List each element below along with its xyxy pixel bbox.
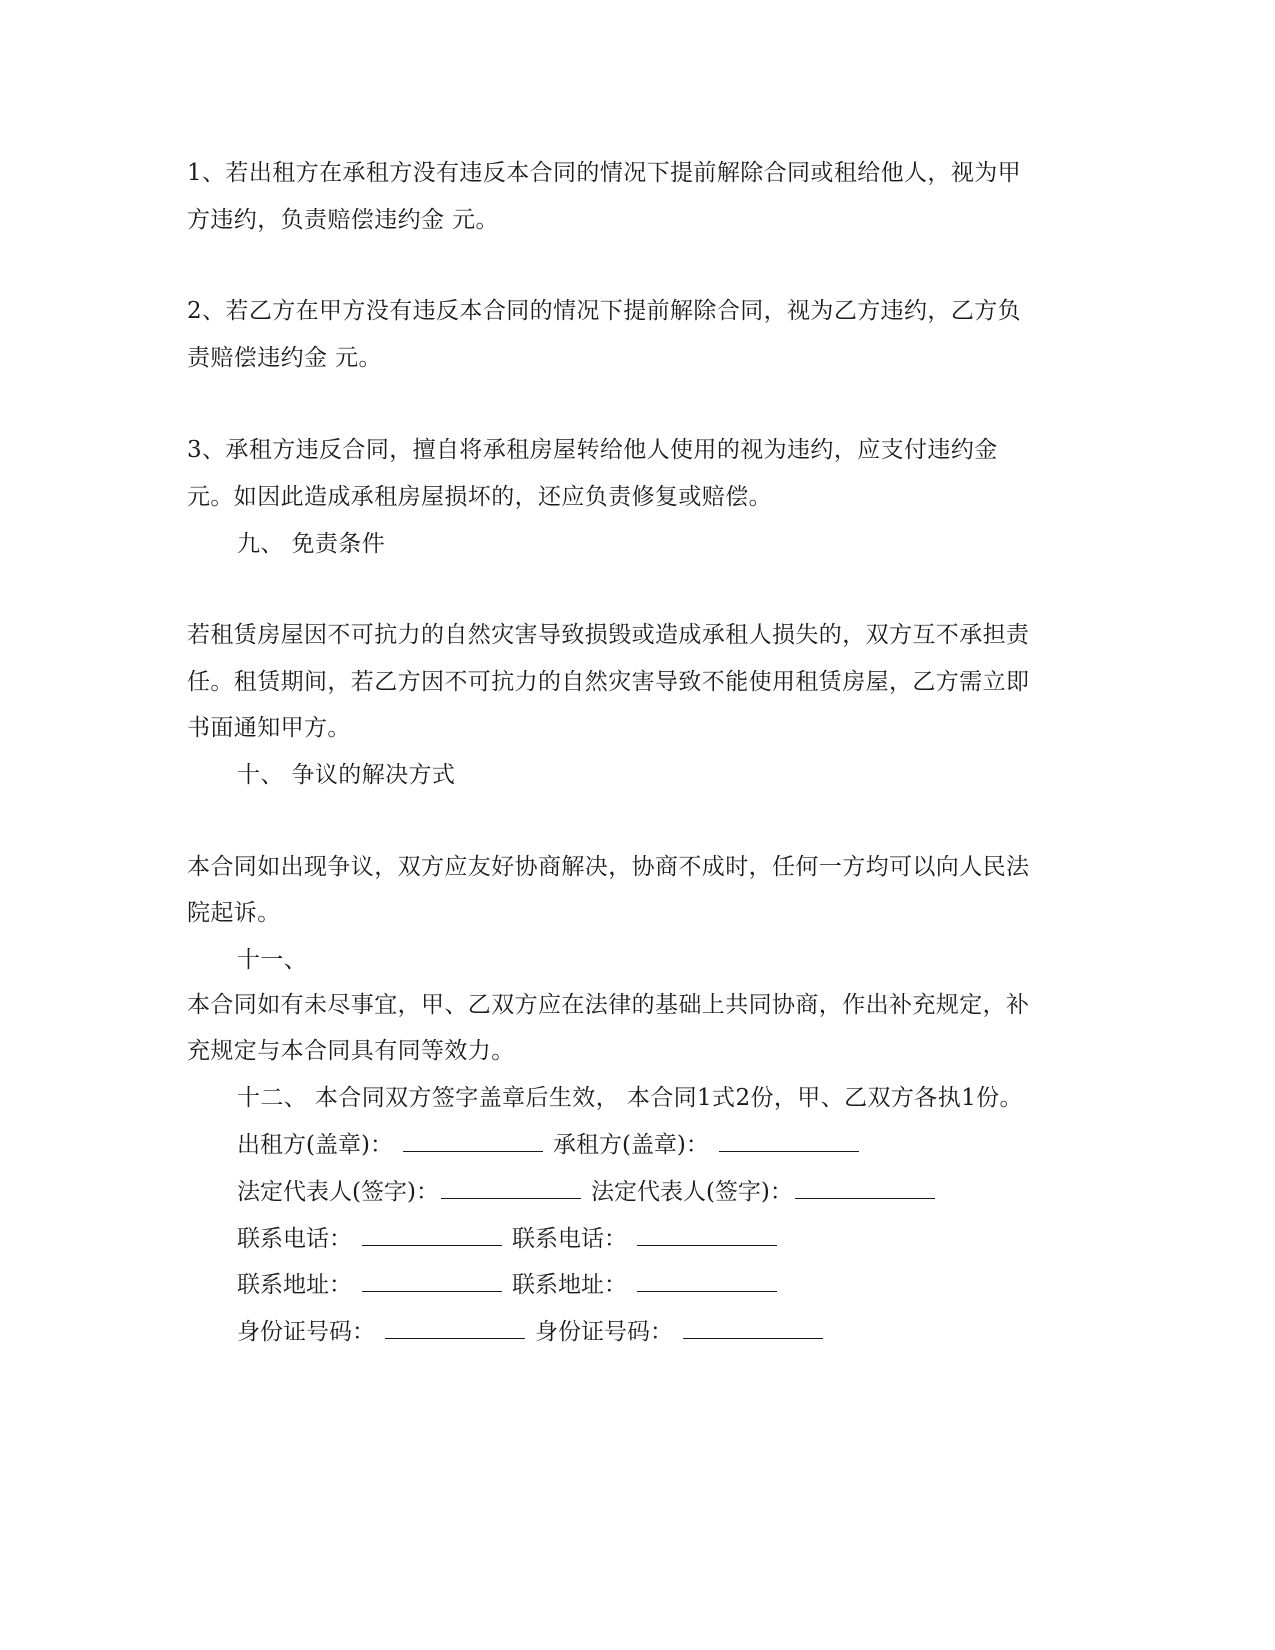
section-9-line-3: 书面通知甲方。 (187, 715, 351, 741)
section-10-heading: 十、 争议的解决方式 (237, 762, 456, 788)
address-b-label: 联系地址： (512, 1272, 627, 1298)
phone-b-blank[interactable] (637, 1225, 777, 1246)
section-9-heading: 九、 免责条件 (237, 531, 386, 557)
phone-a-label: 联系电话： (237, 1226, 352, 1252)
lessee-seal-label: 承租方(盖章)： (552, 1132, 709, 1158)
section-11-heading: 十一、 (237, 947, 308, 973)
section-11-line-1: 本合同如有未尽事宜，甲、乙双方应在法律的基础上共同协商，作出补充规定，补 (187, 992, 1030, 1018)
lessee-seal-blank[interactable] (719, 1131, 859, 1152)
clause-3-line-1: 3、承租方违反合同，擅自将承租房屋转给他人使用的视为违约，应支付违约金 (187, 437, 998, 463)
section-10-line-2: 院起诉。 (187, 900, 281, 926)
clause-2-line-1: 2、若乙方在甲方没有违反本合同的情况下提前解除合同，视为乙方违约，乙方负 (187, 298, 1022, 324)
phone-a-blank[interactable] (362, 1225, 502, 1246)
lessor-seal-blank[interactable] (403, 1131, 543, 1152)
section-9-line-2: 任。租赁期间，若乙方因不可抗力的自然灾害导致不能使用租赁房屋，乙方需立即 (187, 669, 1030, 695)
clause-2-line-2: 责赔偿违约金 元。 (187, 345, 382, 371)
clause-1-line-1: 1、若出租方在承租方没有违反本合同的情况下提前解除合同或租给他人，视为甲 (187, 160, 1022, 186)
phone-b-label: 联系电话： (512, 1226, 627, 1252)
signature-row-seal (237, 1130, 869, 1160)
signature-row-phone (237, 1224, 787, 1254)
signature-row-address (237, 1270, 787, 1300)
clause-1-line-2: 方违约，负责赔偿违约金 元。 (187, 207, 499, 233)
address-a-label: 联系地址： (237, 1272, 352, 1298)
signature-row-id (237, 1317, 833, 1347)
section-9-line-1: 若租赁房屋因不可抗力的自然灾害导致损毁或造成承租人损失的，双方互不承担责 (187, 622, 1030, 648)
id-a-blank[interactable] (385, 1318, 525, 1339)
legal-rep-a-label: 法定代表人(签字)： (237, 1179, 439, 1205)
clause-3-line-2: 元。如因此造成承租房屋损坏的，还应负责修复或赔偿。 (187, 484, 772, 510)
lessor-seal-label: 出租方(盖章)： (237, 1132, 393, 1158)
address-b-blank[interactable] (637, 1271, 777, 1292)
legal-rep-a-blank[interactable] (441, 1178, 581, 1199)
id-a-label: 身份证号码： (237, 1319, 375, 1345)
legal-rep-b-blank[interactable] (795, 1178, 935, 1199)
id-b-blank[interactable] (683, 1318, 823, 1339)
id-b-label: 身份证号码： (535, 1319, 673, 1345)
address-a-blank[interactable] (362, 1271, 502, 1292)
legal-rep-b-label: 法定代表人(签字)： (590, 1179, 793, 1205)
section-11-line-2: 充规定与本合同具有同等效力。 (187, 1038, 515, 1064)
section-10-line-1: 本合同如出现争议，双方应友好协商解决，协商不成时，任何一方均可以向人民法 (187, 854, 1030, 880)
section-12-text: 十二、 本合同双方签字盖章后生效， 本合同1式2份，甲、乙双方各执1份。 (237, 1085, 1023, 1111)
signature-row-legal-rep (237, 1177, 945, 1207)
